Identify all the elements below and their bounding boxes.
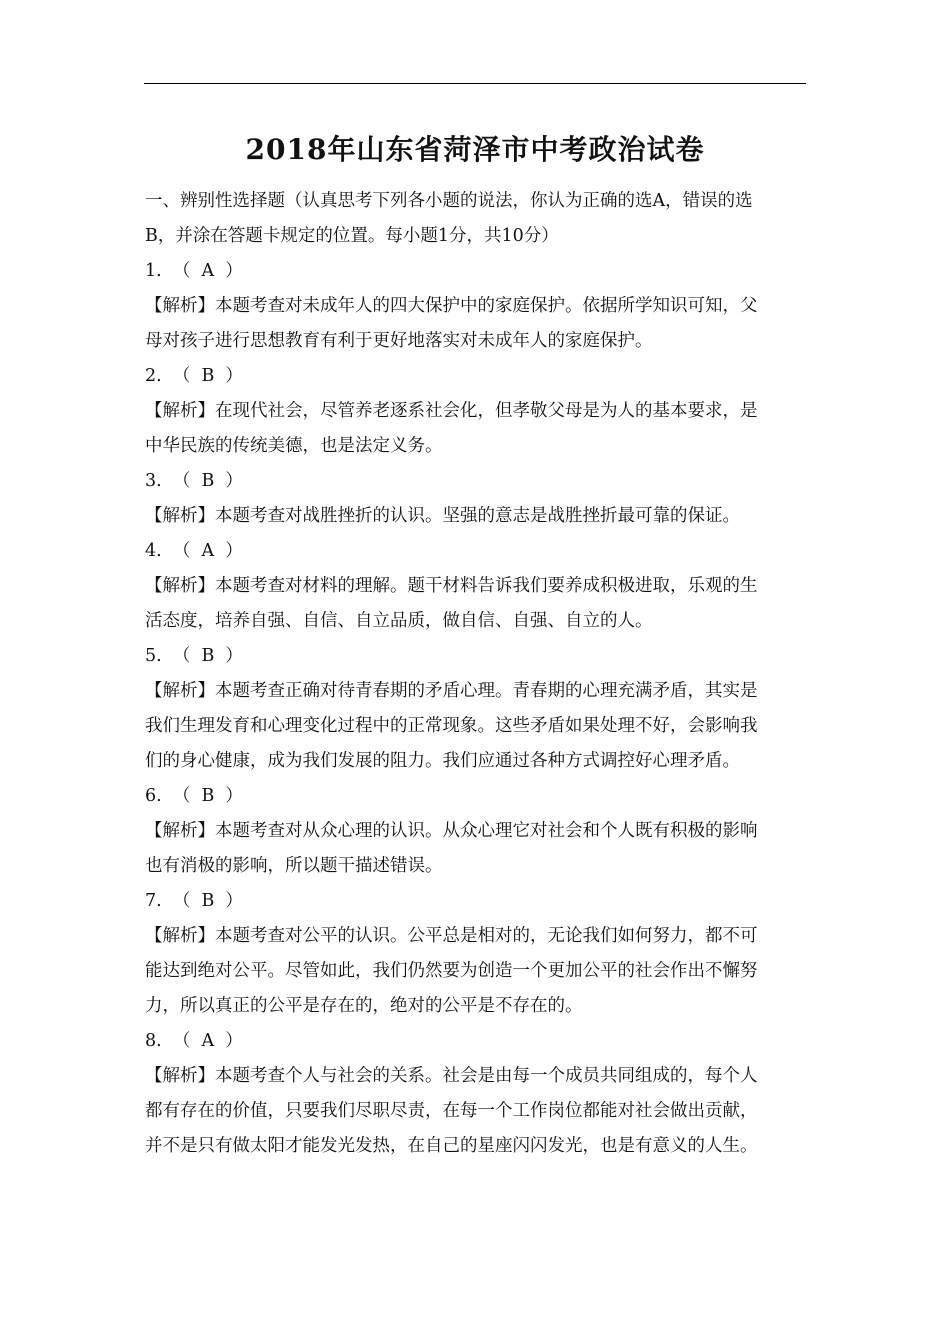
analysis-7-line-1: 【解析】本题考查对公平的认识。公平总是相对的，无论我们如何努力，都不可 — [145, 926, 758, 946]
analysis-7-line-3: 力，所以真正的公平是存在的，绝对的公平是不存在的。 — [145, 996, 583, 1016]
analysis-5-line-3: 们的身心健康，成为我们发展的阻力。我们应通过各种方式调控好心理矛盾。 — [145, 751, 740, 771]
analysis-4-line-1: 【解析】本题考查对材料的理解。题干材料告诉我们要养成积极进取，乐观的生 — [145, 576, 758, 596]
analysis-8-line-3: 并不是只有做太阳才能发光发热，在自己的星座闪闪发光，也是有意义的人生。 — [145, 1136, 758, 1156]
analysis-5-line-2: 我们生理发育和心理变化过程中的正常现象。这些矛盾如果处理不好，会影响我 — [145, 716, 758, 736]
analysis-4-line-2: 活态度，培养自强、自信、自立品质，做自信、自强、自立的人。 — [145, 611, 653, 631]
question-8: 8. （ A ） — [145, 1031, 243, 1051]
question-2: 2. （ B ） — [145, 366, 243, 386]
analysis-7-line-2: 能达到绝对公平。尽管如此，我们仍然要为创造一个更加公平的社会作出不懈努 — [145, 961, 758, 981]
question-3: 3. （ B ） — [145, 471, 243, 491]
header-rule — [144, 83, 806, 84]
question-6: 6. （ B ） — [145, 786, 243, 806]
analysis-6-line-1: 【解析】本题考查对从众心理的认识。从众心理它对社会和个人既有积极的影响 — [145, 821, 758, 841]
question-1: 1. （ A ） — [145, 261, 243, 281]
page-title: 2018年山东省菏泽市中考政治试卷 — [245, 133, 705, 166]
document-body — [145, 184, 807, 1164]
analysis-1-line-1: 【解析】本题考查对未成年人的四大保护中的家庭保护。依据所学知识可知，父 — [145, 296, 758, 316]
section-heading-line-1: 一、辨别性选择题（认真思考下列各小题的说法，你认为正确的选A，错误的选 — [145, 191, 753, 211]
analysis-3-line-1: 【解析】本题考查对战胜挫折的认识。坚强的意志是战胜挫折最可靠的保证。 — [145, 506, 740, 526]
analysis-2-line-1: 【解析】在现代社会，尽管养老逐系社会化，但孝敬父母是为人的基本要求，是 — [145, 401, 758, 421]
analysis-1-line-2: 母对孩子进行思想教育有利于更好地落实对未成年人的家庭保护。 — [145, 331, 653, 351]
question-5: 5. （ B ） — [145, 646, 243, 666]
question-4: 4. （ A ） — [145, 541, 243, 561]
analysis-2-line-2: 中华民族的传统美德，也是法定义务。 — [145, 436, 443, 456]
analysis-8-line-1: 【解析】本题考查个人与社会的关系。社会是由每一个成员共同组成的，每个人 — [145, 1066, 758, 1086]
section-heading-line-2: B，并涂在答题卡规定的位置。每小题1分，共10分） — [145, 226, 559, 246]
analysis-8-line-2: 都有存在的价值，只要我们尽职尽责，在每一个工作岗位都能对社会做出贡献， — [145, 1101, 758, 1121]
question-7: 7. （ B ） — [145, 891, 243, 911]
analysis-6-line-2: 也有消极的影响，所以题干描述错误。 — [145, 856, 443, 876]
analysis-5-line-1: 【解析】本题考查正确对待青春期的矛盾心理。青春期的心理充满矛盾，其实是 — [145, 681, 758, 701]
